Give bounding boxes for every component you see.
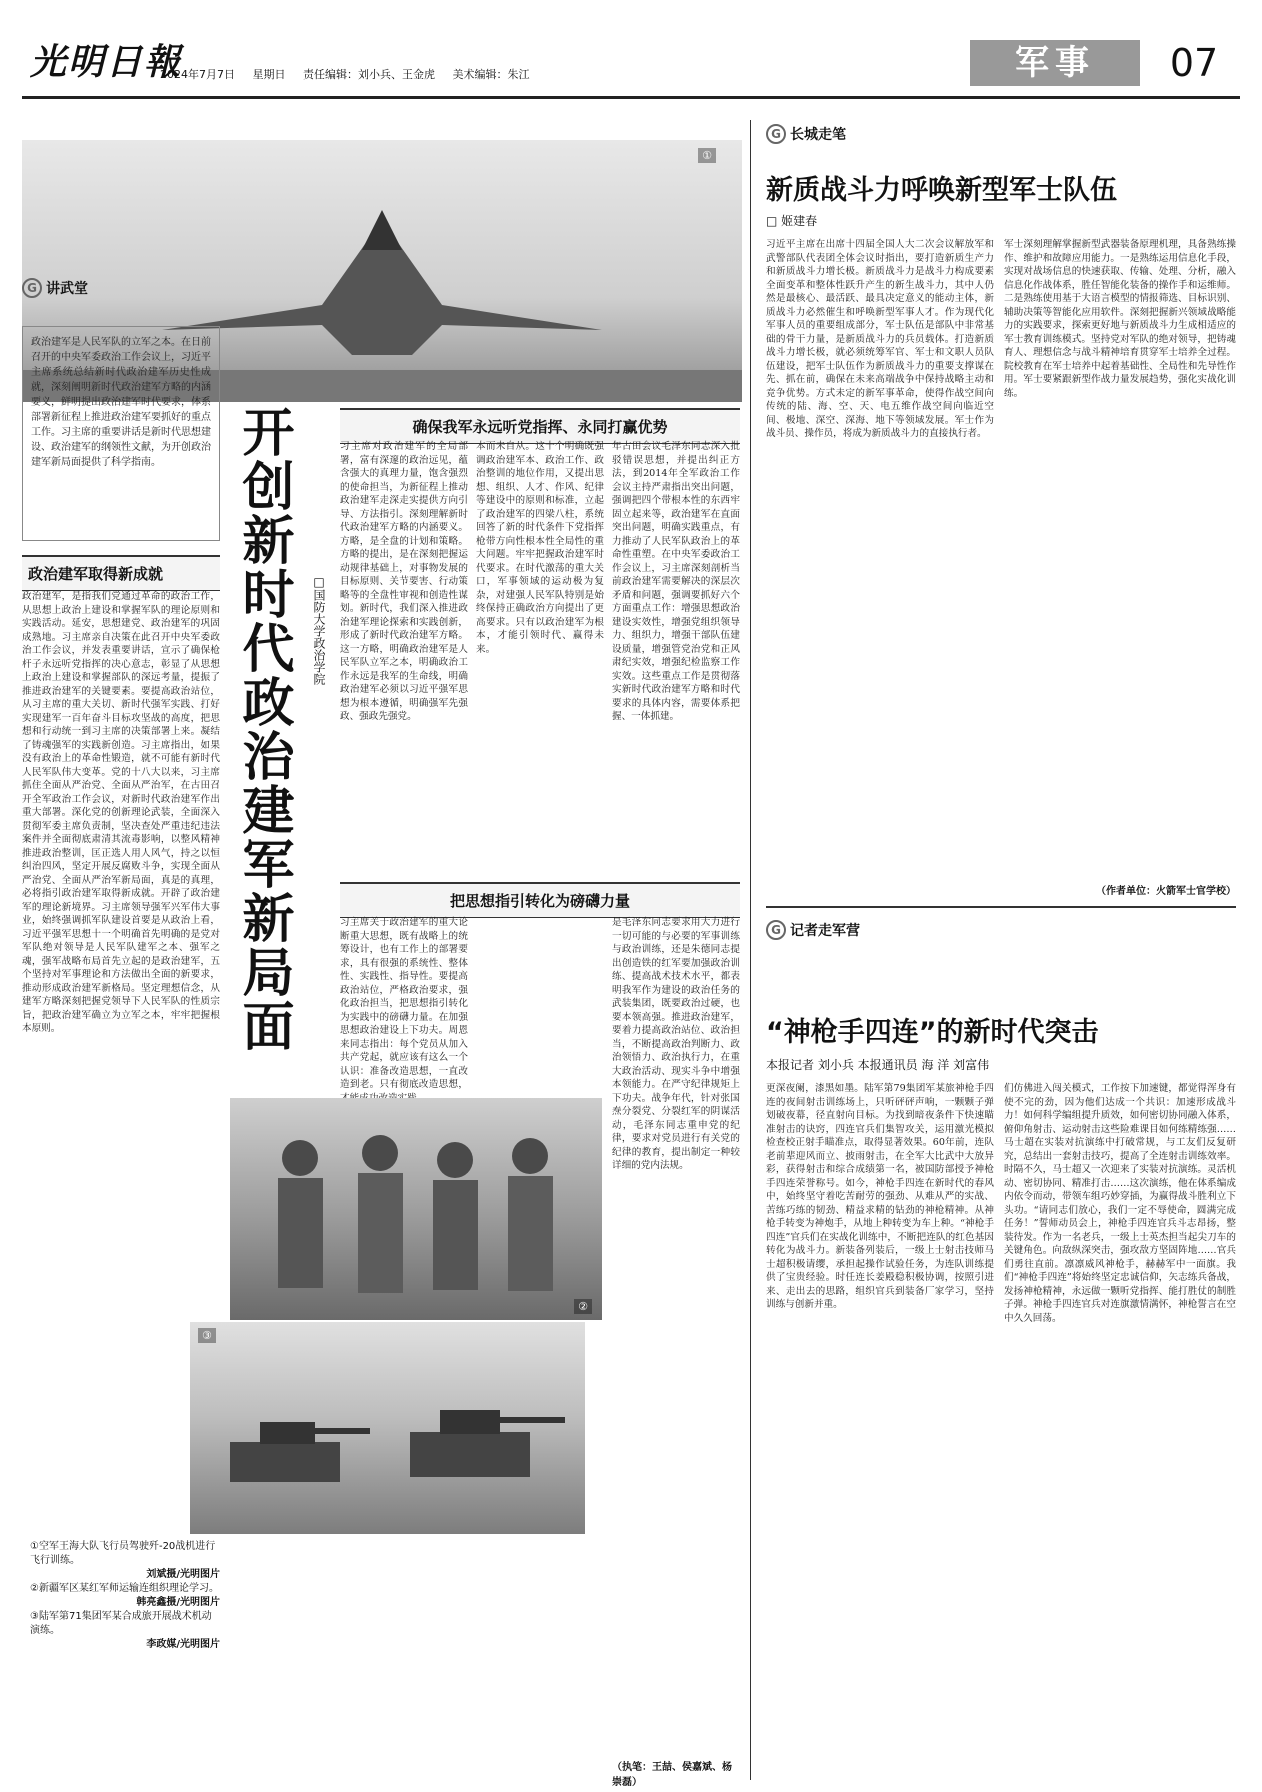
issue-weekday: 星期日 [252, 68, 286, 81]
page-divider [750, 120, 751, 1780]
issue-date: 2024年7月7日 [160, 68, 235, 81]
lead-box [22, 326, 220, 541]
photo-marker-1: ① [698, 148, 716, 163]
main-author: □国防大学政治学院 [312, 575, 326, 685]
column-tag-jiangwutang [22, 278, 88, 298]
main-headline: 开创新时代政治建军新局面 [233, 405, 294, 1053]
caption-2-credit: 韩亮鑫摄/光明图片 [136, 1597, 220, 1608]
column-tag-jizhe [766, 920, 860, 940]
right-bottom-col-2: 们仿佛进入闯关模式，工作按下加速键，都觉得浑身有使不完的劲，因为他们达成一个共识：加速形成战斗力！如何科学编组提升质效，如何密切协同融入体系，俯仰角射击、运动射击这些险难课目如何练精练强……马士超在实装对抗演练中打破常规，与工友们反复研究，总结出一套射击技巧，提高了全连射击训练效率。时隔不久，马士超又一次迎来了实装对抗演练。灵活机动、密切协同、精准打击……这次演练，他在体系编成内依令而动，带领车组巧妙穿插，为赢得战斗胜利立下头功。“请同志们放心，我们一定不辱使命，圆满完成任务！”誓师动员会上，神枪手四连官兵斗志昂扬，整装待发。作为一名老兵，一级上士英杰担当起尖刀车的关键角色。向敌纵深突击，强攻敌方坚固阵地……官兵们勇往直前。凛凛威风神枪手，赫赫军中一面旗。我们“神枪手四连”将始终坚定忠诚信仰，矢志练兵备战，发扬神枪精神，永远做一颗听党指挥、能打胜仗的制胜子弹。神枪手四连官兵对连旗激情满怀，神枪誓言在空中久久回荡。 [1004, 1083, 1236, 1324]
right-bottom-col-1: 更深夜阑，漆黑如墨。陆军第79集团军某旅神枪手四连的夜间射击训练场上，只听砰砰声响，一颗颗子弹划破夜幕，径直射向目标。为找到暗夜条件下快速瞄准射击的诀窍，四连官兵们集智攻关，运用激光模拟检查校正射手瞄准点，取得显著效果。60年前，连队老前辈迎风而立、披雨射击，在全军大比武中大放异彩，获得射击和综合成绩第一名，被国防部授予神枪手四连荣誉称号。如今，神枪手四连在新时代的春风中，始终坚守着吃苦耐劳的强劲、从难从严的实战、苦练巧练的韧劲、精益求精的钻劲的神枪精神。从神枪手转变为神炮手，从地上种转变为车上种。“神枪手四连”官兵们在实战化训练中，不断把连队的红色基因转化为战斗力。新装备列装后，一级上士射击技师马士超积极请缨，承担起操作试验任务，为连队训练提供了宝贵经验。时任连长姜殿稳积极协调，按照引进来、走出去的思路，组织官兵到装备厂家学习，坚持训练与创新并重。 [766, 1083, 994, 1310]
section-rule [766, 906, 1236, 908]
right-top-col-1: 习近平主席在出席十四届全国人大二次会议解放军和武警部队代表团全体会议时指出，要打造新质生产力和新质战斗力增长极。新质战斗力是战斗力构成要素全面变革和整体性跃升产生的新生战斗力，其中人仍然是最核心、最活跃、最具决定意义的能动主体，新质战斗力必然催生和呼唤新型军事人才。作为现代化军事人员的重要组成部分，军士队伍是部队中非常基础的骨干力量，是新质战斗力的兵员载体。打造新质战斗力增长极，就必须统筹军官、军士和文职人员队伍建设，把军士队伍作为新质战斗力的重要支撑谋在先、抓在前，确保在未来高端战争中保持战略主动和竞争优势。方式未定的新军事革命，使得作战空间向传统的陆、海、空、天、电五维作战空间向临近空间、极地、深空、深海、地下等领域发展。军士作为战斗员、操作员，将成为新质战斗力的直接执行者。 [766, 239, 994, 439]
column-tag-text-2: 长城走笔 [790, 127, 846, 143]
column-g-icon-2: G [766, 124, 786, 144]
subheading-3: 把思想指引转化为磅礴力量 [340, 882, 740, 918]
right-top-author-unit: （作者单位：火箭军士官学校） [1096, 886, 1236, 897]
lead-paragraph: 政治建军是人民军队的立军之本。在日前召开的中央军委政治工作会议上，习近平主席系统总结新时代政治建军历史性成就，深刻阐明新时代政治建军方略的内涵要义，鲜明提出政治建军时代要求，体系部署新征程上推进政治建军要抓好的重点工作。习主席的重要讲话是新时代思想建设、政治建军的纲领性文献，为开创政治建军新局面提供了科学指南。 [31, 337, 211, 468]
art-editor: 美术编辑：朱江 [452, 68, 530, 81]
article-col-4: 年古田会议毛泽东同志深入批驳错误思想，并提出纠正方法，到2014年全军政治工作会议主持严肃指出突出问题，强调把四个带根本性的东西牢固立起来等，政治建军在直面突出问题，明确实践重点，有力推动了人民军队政治上的革命性重塑。在中央军委政治工作会议上，习主席深刻剖析当前政治建军需要解决的深层次矛盾和问题，强调要抓好六个方面重点工作：增强思想政治建设实效性，增强党组织领导力、组织力，增强干部队伍建设质量，增强管党治党和正风肃纪实效，增强纪检监察工作实效。这些重点工作是贯彻落实新时代政治建军方略和时代要求的具体内容，需要体系把握、一体抓建。 [612, 441, 740, 722]
column-tag-text: 讲武堂 [46, 281, 88, 297]
section-label: 军事 [970, 40, 1140, 86]
article-col-1: 政治建军，是指我们党通过革命的政治工作，从思想上政治上建设和掌握军队的理论原则和实践活动。延安，思想建党、政治建军的巩固成熟地。习主席亲自决策在此召开中央军委政治工作会议，并发表重要讲话，宣示了确保枪杆子永远听党指挥的决心意志，彰显了从思想上政治上建设和掌握部队的深远考量，提振了推进政治建军的关键要素。要提高政治站位，从习主席的重大关切、新时代强军实践、打好实现建军一百年奋斗目标攻坚战的高度，把思想和行动统一到习主席的决策部署上来。凝结了铸魂强军的实践新创造。习主席指出，如果没有政治上的革命性锻造，就不可能有新时代人民军队伟大变革。党的十八大以来，习主席抓住全面从严治党、全面从严治军，在古田召开全军政治工作会议，对新时代政治建军作出重大部署。深化党的创新理论武装，全面深入贯彻军委主席负责制，坚决查处严重违纪违法案件并全面彻底肃清其流毒影响，以整风精神推进政治整训，匡正选人用人风气，持之以恒纠治四风，坚定开展反腐败斗争，实现全面从严治党、全面从严治军新局面，真是的真理，必将指引政治建军取得新成就。开辟了政治建军的理论新境界。习主席领导强军兴军伟大事业，始终强调抓军队建设首要是从政治上看，习近平强军思想十一个明确首先明确的是党对军队绝对领导是人民军队建军之本、强军之魂，强军战略布局首先立起的是政治建军，五个坚持对军事理论和方法做出全面的新要求，推动形成政治建军新格局。坚定理想信念，从建军方略深刻把握党领导下人民军队的性质宗旨，把政治建军确立为立军之本，牢牢把握根本原则。 [22, 591, 220, 1034]
article-col-3: 本而未自从。这十个明确既强调政治建军本、政治工作、政治整训的地位作用，又提出思想、组织、人才、作风、纪律等建设中的原则和标准，立起了政治建军的四梁八柱，系统回答了新的时代条件下党指挥枪带方向性根本性全局性的重大问题。牢牢把握政治建军时代要求。在时代激荡的重大关口，军事领域的运动极为复杂，对建强人民军队特别是始终保持正确政治方向提出了更高要求。只有以政治建军为根本，才能引领时代、赢得未来。 [476, 441, 604, 655]
issue-meta [160, 66, 544, 82]
responsible-editors: 责任编辑：刘小兵、王金虎 [303, 68, 435, 81]
right-bottom-headline: “神枪手四连”的新时代突击 [766, 1017, 1099, 1048]
caption-3-credit: 李政媒/光明图片 [146, 1639, 220, 1650]
article-col-2: 习主席对政治建军的全局部署，富有深邃的政治远见，蕴含强大的真理力量，饱含强烈的使命担当，为新征程上推动政治建军走深走实提供方向引导、方法指引。深刻理解新时代政治建军方略的内涵要义。方略，是全盘的计划和策略。方略的提出，是在深刻把握运动规律基础上，对事物发展的目标原则、关节要害、行动策略等的全盘性审视和创造性谋划。新时代，我们深入推进政治建军理论探索和实践创新，形成了新时代政治建军方略。这一方略，明确政治建军是人民军队立军之本，明确政治工作永远是我军的生命线，明确政治建军必须以习近平强军思想为根本遵循，明确强军先强政、强政先强党。 [340, 441, 468, 722]
photo-marker-3: ③ [198, 1328, 216, 1343]
photo-captions [30, 1540, 220, 1652]
newspaper-logo: 光明日報 [30, 41, 183, 83]
right-top-col-2: 军士深刻理解掌握新型武器装备原理机理，具备熟练操作、维护和故障应用能力。一是熟练运用信息化手段，实现对战场信息的快速获取、传输、处理、分析，融入信息化作战体系，胜任智能化装备的操作手和运维师。二是熟练使用基于大语言模型的情报筛选、目标识别、辅助决策等智能化应用软件。深刻把握新兴领域战略能力的实践要求，探索更好地与新质战斗力生成相适应的军士教育训练模式。坚持党对军队的绝对领导，把铸魂育人、理想信念与战斗精神培育贯穿军士培养全过程。院校教育在军士培养中起着基础性、全局性和先导性作用。军士要紧跟新型作战力量发展趋势，强化实战化训练。 [1004, 239, 1236, 399]
tank-icon [190, 1322, 585, 1534]
writing-credit: （执笔：王喆、侯嘉斌、杨崇磊） [612, 1762, 732, 1788]
caption-1: ①空军王海大队飞行员驾驶歼-20战机进行飞行训练。 [30, 1541, 216, 1566]
soldiers-group-icon [230, 1098, 602, 1320]
photo-marker-2: ② [574, 1299, 592, 1314]
caption-3: ③陆军第71集团军某合成旅开展战术机动演练。 [30, 1611, 212, 1636]
right-top-headline: 新质战斗力呼唤新型军士队伍 [766, 175, 1117, 206]
column-tag-changcheng [766, 124, 846, 144]
column-tag-text-3: 记者走军营 [790, 923, 860, 939]
page-number: 07 [1169, 41, 1219, 85]
article-col-5: 习主席关于政治建军的重大论断重大思想，既有战略上的统筹设计，也有工作上的部署要求，具有很强的系统性、整体性、实践性、指导性。要提高政治站位，严格政治要求，强化政治担当，把思想指引转化为实践中的磅礴力量。在加强思想政治建设上下功夫。周恩来同志指出：每个党员从加入共产党起，就应该有这么一个认识：准备改造思想，一直改造到老。只有彻底改造思想， [340, 917, 468, 1090]
column-g-icon-3: G [766, 920, 786, 940]
subheading-2: 确保我军永远听党指挥、永同打赢优势 [340, 408, 740, 444]
caption-2: ②新疆军区某红军师运输连组织理论学习。 [30, 1583, 219, 1594]
right-top-author: □ 姬建春 [766, 214, 818, 228]
caption-1-credit: 刘斌摄/光明图片 [146, 1569, 220, 1580]
masthead-rule [22, 96, 1240, 99]
photo-soldiers-study [230, 1098, 602, 1320]
right-bottom-byline: 本报记者 刘小兵 本报通讯员 海 洋 刘富伟 [766, 1058, 990, 1072]
column-g-icon: G [22, 278, 42, 298]
photo-tanks [190, 1322, 585, 1534]
subheading-1: 政治建军取得新成就 [22, 555, 220, 591]
article-col-6: 是毛泽东同志要求用大力进行一切可能的与必要的军事训练与政治训练，还是朱德同志提出创造铁的红军要加强政治训练、提高战术技术水平，都表明我军作为建设的政治任务的武装集团，既要政治过硬，也要本领高强。推进政治建军，要着力提高政治站位、政治担当，不断提高政治判断力、政治领悟力、政治执行力，在重大政治活动、现实斗争中增强本领能力。在严守纪律规矩上下功夫。战争年代，针对张国焘分裂党、分裂红军的阴谋活动，毛泽东同志重申党的纪律，要求对党员进行有关党的纪律的教育，提出制定一种较详细的党内法规。 [612, 917, 740, 1171]
